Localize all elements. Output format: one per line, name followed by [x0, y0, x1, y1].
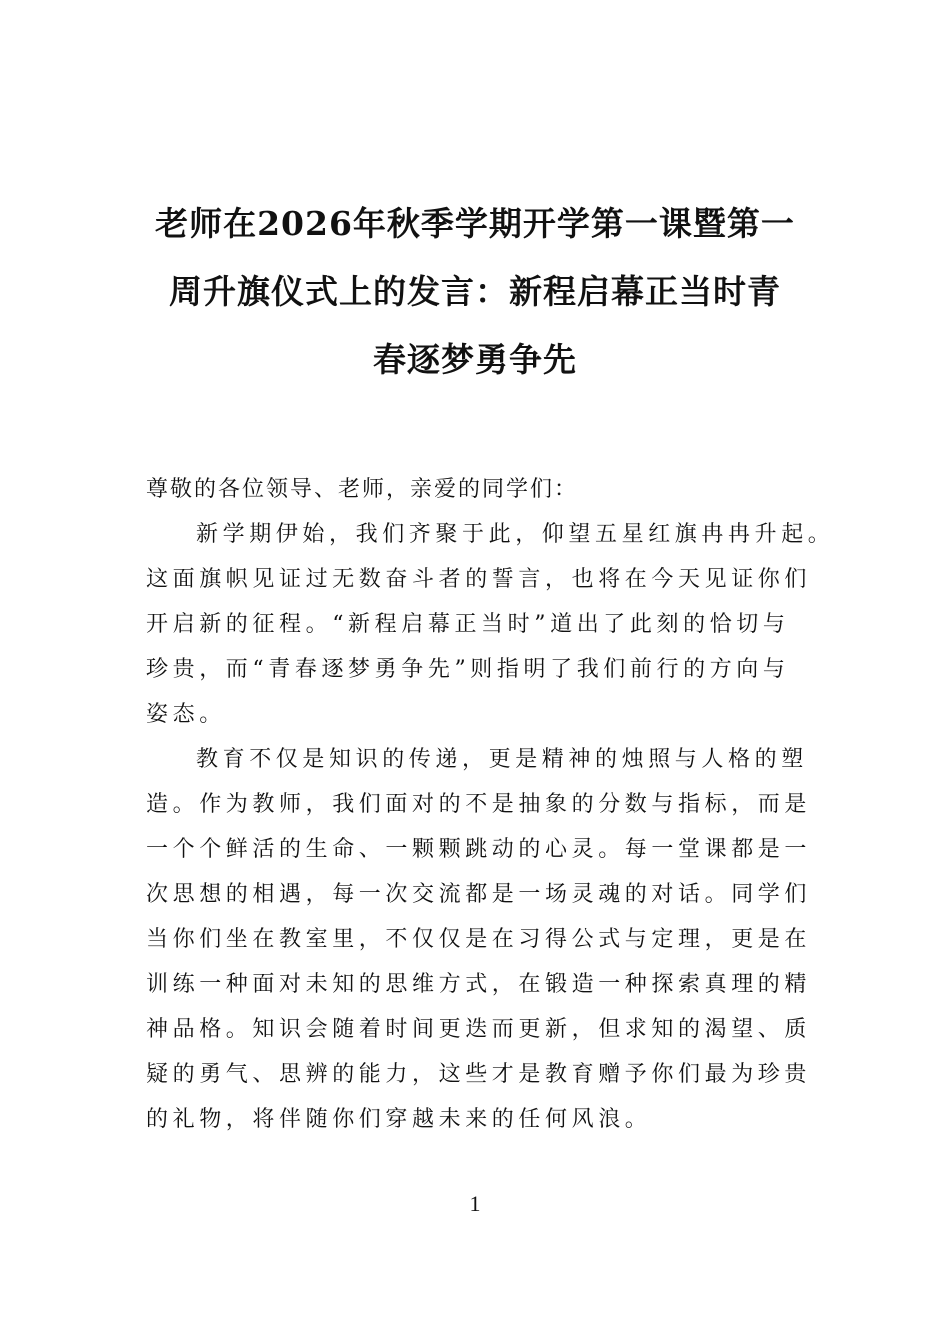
paragraph-line: 当你们坐在教室里，不仅仅是在习得公式与定理，更是在: [146, 927, 812, 952]
paragraph-line: 训练一种面对未知的思维方式，在锻造一种探索真理的精: [146, 972, 812, 997]
paragraph-line: 教育不仅是知识的传递，更是精神的烛照与人格的塑: [196, 747, 808, 772]
paragraph-line: 疑的勇气、思辨的能力，这些才是教育赠予你们最为珍贵: [146, 1062, 812, 1087]
salutation: 尊敬的各位领导、老师，亲爱的同学们：: [146, 477, 579, 502]
paragraph-line: 姿态。: [146, 702, 226, 727]
paragraph-line: 一个个鲜活的生命、一颗颗跳动的心灵。每一堂课都是一: [146, 837, 812, 862]
paragraph-line: 神品格。知识会随着时间更迭而更新，但求知的渴望、质: [146, 1017, 812, 1042]
paragraph-line: 这面旗帜见证过无数奋斗者的誓言，也将在今天见证你们: [146, 567, 812, 592]
title-line: 春逐梦勇争先: [373, 340, 577, 379]
paragraph-line: 次思想的相遇，每一次交流都是一场灵魂的对话。同学们: [146, 882, 812, 907]
paragraph-line: 造。作为教师，我们面对的不是抽象的分数与指标，而是: [146, 792, 812, 817]
document-title: [140, 190, 810, 394]
paragraph-line: 新学期伊始，我们齐聚于此，仰望五星红旗冉冉升起。: [196, 522, 835, 547]
paragraph-1: [146, 512, 836, 737]
title-line: 周升旗仪式上的发言：新程启幕正当时青: [169, 272, 781, 311]
title-line: 老师在2026年秋季学期开学第一课暨第一: [155, 204, 795, 243]
paragraph-line: 开启新的征程。“新程启幕正当时”道出了此刻的恰切与: [146, 612, 790, 637]
document-body: [146, 467, 836, 1142]
paragraph-2: [146, 737, 836, 1142]
paragraph-line: 珍贵，而“青春逐梦勇争先”则指明了我们前行的方向与: [146, 657, 790, 682]
page-number: 1: [469, 1191, 481, 1216]
paragraph-line: 的礼物，将伴随你们穿越未来的任何风浪。: [146, 1107, 652, 1132]
